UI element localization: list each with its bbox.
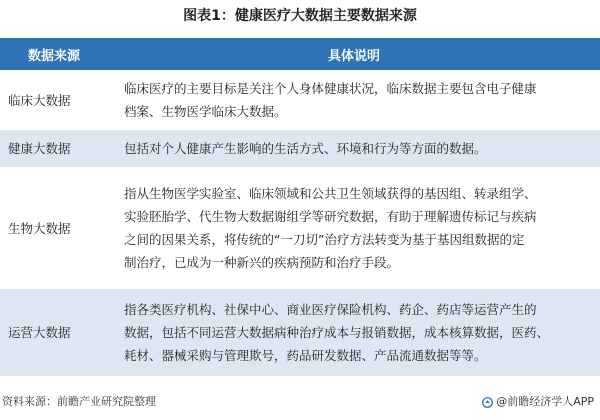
row-description-health (108, 130, 600, 167)
credit (482, 392, 594, 412)
table-row (0, 70, 600, 130)
row-name-operations: 运营大数据 (0, 289, 108, 376)
credit-text: @前瞻经济学人APP (496, 395, 594, 408)
description-line: 实验胚胎学、代生物大数据谢组学等研究数据，有助于理解遗传标记与疾病 (124, 209, 537, 224)
row-name-clinical: 临床大数据 (0, 70, 108, 130)
description-line: 之间的因果关系，将传统的“一刀切”治疗方法转变为基于基因组数据的定 (124, 232, 525, 247)
data-source-table (0, 38, 600, 376)
description-line: 耗材、器械采购与管理欺号，药品研发数据、产品流通数据等等。 (124, 348, 487, 363)
description-line: 临床医疗的主要目标是关注个人身体健康状况，临床数据主要包含电子健康 (124, 81, 537, 96)
description-line: 指从生物医学实验室、临床领域和公共卫生领域获得的基因组、转录组学、 (124, 186, 537, 201)
description-line: 档案、生物医学临床大数据。 (124, 104, 287, 119)
description-line: 制治疗，已成为一种新兴的疾病预防和治疗手段。 (124, 255, 400, 270)
row-description-clinical (108, 70, 600, 130)
description-line: 包括对个人健康产生影响的生活方式、环境和行为等方面的数据。 (124, 141, 487, 156)
table-row (0, 289, 600, 376)
table-row (0, 130, 600, 167)
source-note: 资料来源：前瞻产业研究院整理 (2, 395, 156, 408)
row-name-biology: 生物大数据 (0, 167, 108, 289)
page-title: 图表1：健康医疗大数据主要数据来源 (183, 8, 417, 24)
table-header-row (0, 38, 600, 70)
row-description-operations (108, 289, 600, 376)
column-header-description: 具体说明 (108, 38, 600, 70)
column-header-source: 数据来源 (0, 38, 108, 70)
table-row (0, 167, 600, 289)
row-name-health: 健康大数据 (0, 130, 108, 167)
description-line: 数据，包括不同运营大数据病种治疗成本与报销数据，成本核算数据，医药、 (124, 325, 550, 340)
qianzhan-logo-icon (482, 397, 493, 408)
description-line: 指各类医疗机构、社保中心、商业医疗保险机构、药企、药店等运营产生的 (124, 302, 537, 317)
footer (0, 392, 600, 412)
row-description-biology (108, 167, 600, 289)
